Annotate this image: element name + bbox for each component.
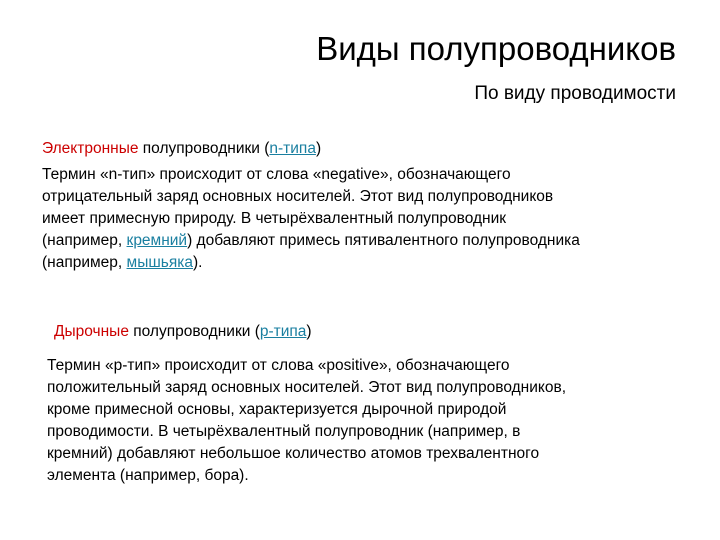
paragraph-line: имеет примесную природу. В четырёхвалентный полупроводник: [42, 210, 507, 227]
slide-title: Виды полупроводников: [316, 30, 676, 67]
n-type-link[interactable]: n-типа: [269, 140, 316, 157]
section-n-type-label: Электронные: [42, 140, 139, 157]
arsenic-link[interactable]: мышьяка: [126, 254, 193, 271]
section-p-heading: [54, 323, 312, 341]
line-text: ) добавляют примесь пятивалентного полупроводника: [187, 232, 580, 249]
paragraph-line: [42, 252, 580, 274]
line-text: (например,: [42, 254, 127, 271]
p-type-link[interactable]: p-типа: [259, 323, 307, 340]
paragraph-line: проводимости. В четырёхвалентный полупроводник (например, в: [47, 423, 521, 440]
section-n-paragraph: [42, 164, 580, 274]
section-p-heading-close: ): [306, 323, 312, 340]
slide-subtitle: По виду проводимости: [474, 83, 676, 104]
paragraph-line: элемента (например, бора).: [47, 467, 249, 484]
section-n-heading-close: ): [315, 140, 322, 157]
section-n-heading: [42, 140, 321, 158]
paragraph-line: Термин «n-тип» происходит от слова «negative», обозначающего: [42, 166, 511, 183]
paragraph-line: отрицательный заряд основных носителей. Этот вид полупроводников: [42, 188, 554, 205]
section-p-heading-text: полупроводники (: [128, 323, 260, 340]
line-text: ).: [192, 254, 203, 271]
section-n-heading-text: полупроводники (: [138, 140, 270, 157]
paragraph-line: кроме примесной основы, характеризуется дырочной природой: [47, 401, 507, 418]
silicon-link[interactable]: кремний: [126, 232, 188, 249]
section-p-type-label: Дырочные: [54, 323, 129, 340]
line-text: (например,: [42, 232, 127, 249]
paragraph-line: положительный заряд основных носителей. Этот вид полупроводников,: [47, 379, 567, 396]
paragraph-line: кремний) добавляют небольшое количество атомов трехвалентного: [47, 445, 540, 462]
paragraph-line: [42, 230, 580, 252]
paragraph-line: Термин «p-тип» происходит от слова «positive», обозначающего: [47, 357, 510, 374]
section-p-paragraph: [47, 355, 566, 487]
